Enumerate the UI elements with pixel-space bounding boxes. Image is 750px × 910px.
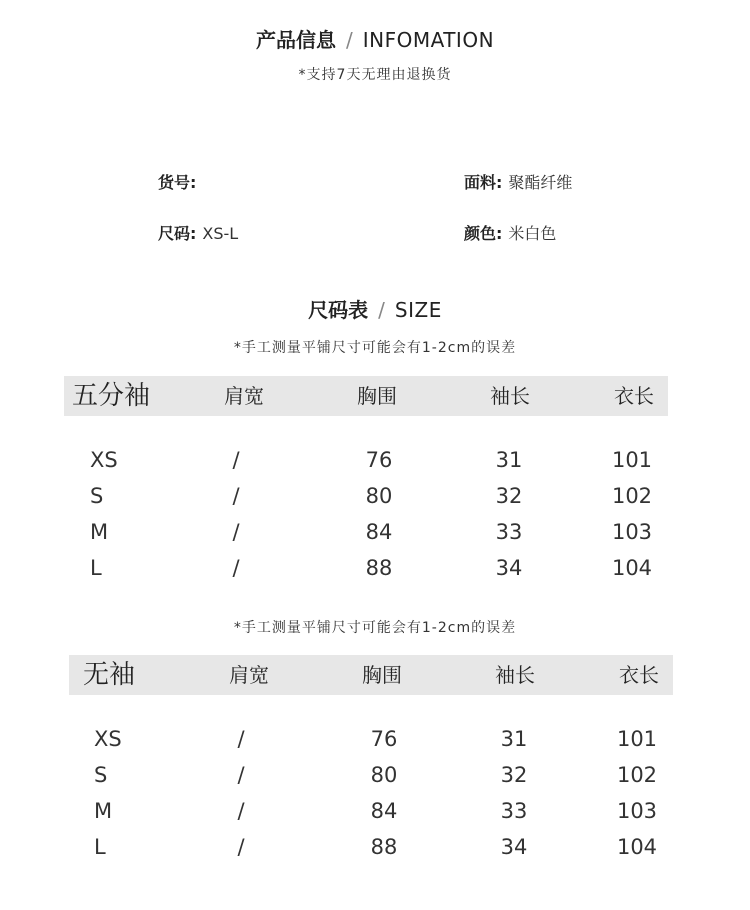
- size-cell: L: [90, 556, 102, 580]
- sleeve-cell: 33: [495, 520, 523, 544]
- size-range-field: [158, 221, 238, 244]
- item-number-field: [158, 170, 202, 193]
- shoulder-cell: /: [232, 520, 240, 544]
- table-row: [0, 829, 750, 865]
- length-cell: 102: [611, 484, 653, 508]
- length-cell: 101: [616, 727, 658, 751]
- sleeve-cell: 32: [495, 484, 523, 508]
- bust-cell: 80: [370, 763, 398, 787]
- measurement-note-1: *手工测量平铺尺寸可能会有1-2cm的误差: [233, 340, 517, 356]
- length-cell: 101: [611, 448, 653, 472]
- info-title-separator: /: [345, 28, 353, 52]
- bust-cell: 80: [365, 484, 393, 508]
- info-heading: [0, 24, 750, 53]
- table-row: [0, 478, 750, 514]
- size-cell: L: [94, 835, 106, 859]
- shoulder-cell: /: [232, 448, 240, 472]
- size-table-header-2: [69, 655, 673, 695]
- length-cell: 103: [611, 520, 653, 544]
- color-field: [464, 221, 556, 244]
- bust-cell: 84: [365, 520, 393, 544]
- size-table-header-1: [64, 376, 668, 416]
- info-title-en: INFOMATION: [362, 28, 495, 52]
- sleeve-cell: 33: [500, 799, 528, 823]
- shoulder-cell: /: [237, 835, 245, 859]
- table-row: [0, 793, 750, 829]
- size-title-en: SIZE: [394, 298, 442, 322]
- color-label: 颜色:: [464, 224, 503, 243]
- table-title-1: 五分袖: [72, 381, 151, 411]
- bust-cell: 88: [370, 835, 398, 859]
- col-length: 衣长: [614, 384, 654, 408]
- size-cell: M: [90, 520, 109, 544]
- sleeve-cell: 31: [500, 727, 528, 751]
- shoulder-cell: /: [232, 556, 240, 580]
- col-bust: 胸围: [357, 384, 397, 408]
- table-row: [0, 550, 750, 586]
- shoulder-cell: /: [232, 484, 240, 508]
- sleeve-cell: 34: [495, 556, 523, 580]
- table-row: [0, 514, 750, 550]
- length-cell: 103: [616, 799, 658, 823]
- col-sleeve: 袖长: [495, 663, 535, 687]
- size-title-separator: /: [378, 298, 385, 322]
- col-shoulder: 肩宽: [224, 384, 264, 408]
- table-title-2: 无袖: [83, 660, 136, 690]
- bust-cell: 84: [370, 799, 398, 823]
- measurement-note-2: *手工测量平铺尺寸可能会有1-2cm的误差: [233, 620, 517, 636]
- sleeve-cell: 34: [500, 835, 528, 859]
- bust-cell: 88: [365, 556, 393, 580]
- size-cell: XS: [90, 448, 118, 472]
- table-row: [0, 721, 750, 757]
- fabric-value: 聚酯纤维: [508, 173, 573, 192]
- length-cell: 104: [611, 556, 653, 580]
- size-cell: S: [94, 763, 108, 787]
- table-row: [0, 757, 750, 793]
- fabric-label: 面料:: [464, 173, 503, 192]
- shoulder-cell: /: [237, 799, 245, 823]
- col-sleeve: 袖长: [490, 384, 530, 408]
- size-title-zh: 尺码表: [308, 298, 369, 322]
- size-heading: [0, 294, 750, 323]
- size-range-value: XS-L: [202, 224, 239, 243]
- table-row: [0, 442, 750, 478]
- size-range-label: 尺码:: [158, 224, 197, 243]
- fabric-field: [464, 170, 572, 193]
- size-cell: S: [90, 484, 104, 508]
- sleeve-cell: 32: [500, 763, 528, 787]
- return-policy-note: *支持7天无理由退换货: [298, 67, 452, 83]
- shoulder-cell: /: [237, 727, 245, 751]
- color-value: 米白色: [508, 224, 557, 243]
- bust-cell: 76: [370, 727, 398, 751]
- bust-cell: 76: [365, 448, 393, 472]
- shoulder-cell: /: [237, 763, 245, 787]
- length-cell: 102: [616, 763, 658, 787]
- size-cell: XS: [94, 727, 122, 751]
- length-cell: 104: [616, 835, 658, 859]
- info-title-zh: 产品信息: [255, 28, 336, 52]
- item-number-label: 货号:: [158, 173, 197, 192]
- sleeve-cell: 31: [495, 448, 523, 472]
- size-cell: M: [94, 799, 113, 823]
- col-shoulder: 肩宽: [229, 663, 269, 687]
- col-bust: 胸围: [362, 663, 402, 687]
- col-length: 衣长: [619, 663, 659, 687]
